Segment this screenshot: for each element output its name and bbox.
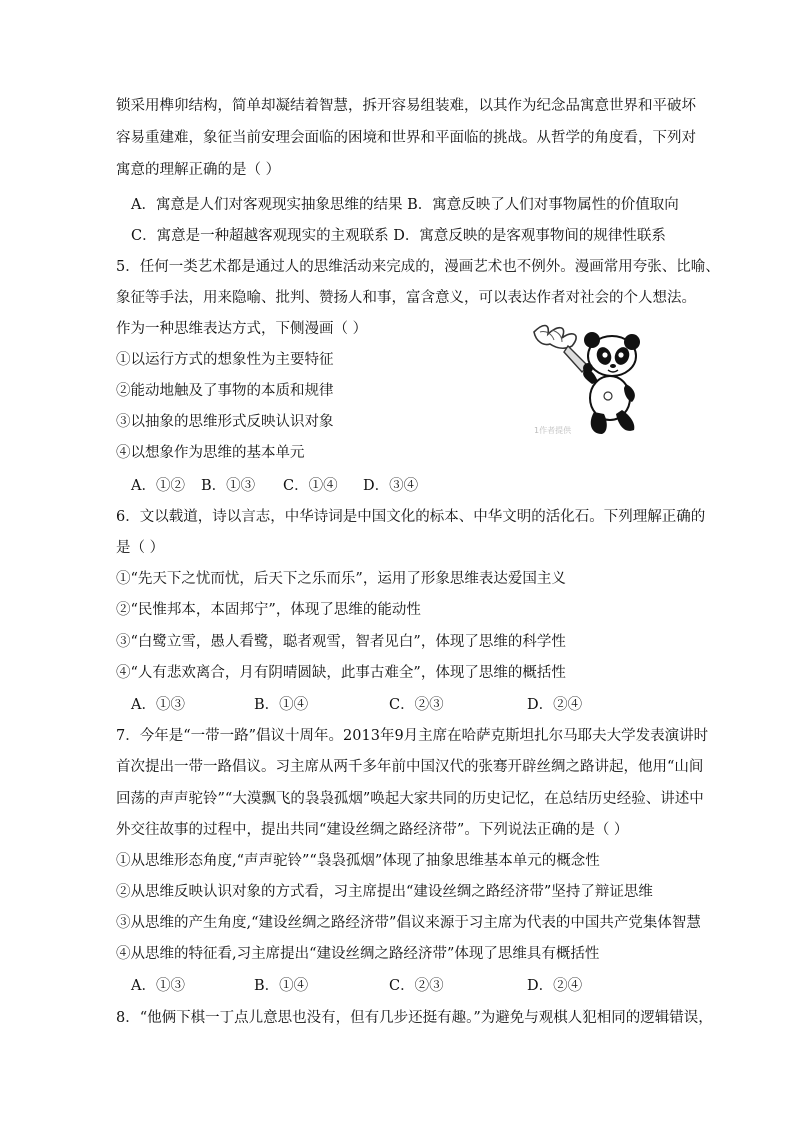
q5-item-4: ④以想象作为思维的基本单元	[116, 445, 305, 461]
illustration-caption: 1作者提供	[534, 426, 572, 435]
q5-option-b: B．①③	[201, 478, 256, 494]
q6-option-a: A．①③	[131, 697, 185, 713]
q7-item-3: ③从思维的产生角度,“建设丝绸之路经济带”倡议来源于习主席为代表的中国共产党集体智慧	[116, 915, 701, 931]
q5-stem-line-2: 象征等手法，用来隐喻、批判、赞扬人和事，富含意义，可以表达作者对社会的个人想法。	[116, 290, 696, 306]
q7-options	[131, 976, 582, 996]
q5-option-c: C．①④	[283, 478, 338, 494]
q5-item-1: ①以运行方式的想象性为主要特征	[116, 352, 334, 368]
q4-stem-line-3: 寓意的理解正确的是（ ）	[116, 162, 281, 178]
q7-stem-line-4: 外交往故事的过程中，提出共同“建设丝绸之路经济带”。下列说法正确的是（ ）	[116, 822, 629, 838]
q7-item-1: ①从思维形态角度,“声声驼铃”“袅袅孤烟”体现了抽象思维基本单元的概念性	[116, 853, 600, 869]
q6-options	[131, 695, 582, 715]
q7-option-b: B．①④	[254, 978, 309, 994]
panda-torch-cartoon-icon	[528, 322, 640, 440]
q6-item-2: ②“民惟邦本，本固邦宁”，体现了思维的能动性	[116, 602, 421, 618]
q5-stem-line-3: 作为一种思维表达方式，下侧漫画（ ）	[116, 321, 368, 337]
q5-stem-line-1: 5．任何一类艺术都是通过人的思维活动来完成的，漫画艺术也不例外。漫画常用夸张、比喻、	[116, 259, 720, 275]
q8-stem-line-1: 8．“他俩下棋一丁点儿意思也没有，但有几步还挺有趣。”为避免与观棋人犯相同的逻辑错误，	[116, 1010, 713, 1026]
q4-stem-line-1: 锁采用榫卯结构，简单却凝结着智慧，拆开容易组装难，以其作为纪念品寓意世界和平破坏	[116, 98, 696, 114]
q6-stem-line-2: 是（ ）	[116, 540, 165, 556]
q5-item-2: ②能动地触及了事物的本质和规律	[116, 383, 334, 399]
q4-stem-line-2: 容易重建难，象征当前安理会面临的困境和世界和平面临的挑战。从哲学的角度看，下列对	[116, 130, 696, 146]
q5-option-d: D．③④	[363, 478, 419, 494]
q7-stem-line-2: 首次提出一带一路倡议。习主席从两千多年前中国汉代的张骞开辟丝绸之路讲起，他用“山间	[116, 759, 704, 775]
cartoon-illustration	[528, 322, 640, 440]
q4-options-ab: A．寓意是人们对客观现实抽象思维的结果 B．寓意反映了人们对事物属性的价值取向	[131, 197, 679, 213]
q6-option-d: D．②④	[527, 697, 583, 713]
q5-options	[131, 476, 418, 496]
q5-option-a: A．①②	[131, 478, 185, 494]
q7-item-2: ②从思维反映认识对象的方式看，习主席提出“建设丝绸之路经济带”坚持了辩证思维	[116, 884, 653, 900]
q6-option-c: C．②③	[389, 697, 444, 713]
q5-item-3: ③以抽象的思维形式反映认识对象	[116, 414, 334, 430]
q6-item-1: ①“先天下之忧而忧，后天下之乐而乐”，运用了形象思维表达爱国主义	[116, 571, 566, 587]
q4-options-cd: C．寓意是一种超越客观现实的主观联系 D．寓意反映的是客观事物间的规律性联系	[131, 228, 666, 244]
q7-stem-line-1: 7．今年是“一带一路”倡议十周年。2013年9月主席在哈萨克斯坦扎尔马耶夫大学发表演讲时	[116, 728, 709, 744]
q6-item-4: ④“人有悲欢离合，月有阴晴圆缺，此事古难全”，体现了思维的概括性	[116, 665, 566, 681]
q7-stem-line-3: 回荡的声声驼铃”“大漠飘飞的袅袅孤烟”唤起大家共同的历史记忆，在总结历史经验、讲述中	[116, 791, 704, 807]
q7-item-4: ④从思维的特征看,习主席提出“建设丝绸之路经济带”体现了思维具有概括性	[116, 946, 600, 962]
q6-stem-line-1: 6．文以载道，诗以言志，中华诗词是中国文化的标本、中华文明的活化石。下列理解正确的	[116, 509, 706, 525]
q7-option-c: C．②③	[389, 978, 444, 994]
q6-item-3: ③“白鹭立雪，愚人看鹭，聪者观雪，智者见白”，体现了思维的科学性	[116, 634, 566, 650]
q6-option-b: B．①④	[254, 697, 309, 713]
q7-option-d: D．②④	[527, 978, 583, 994]
q7-option-a: A．①③	[131, 978, 185, 994]
